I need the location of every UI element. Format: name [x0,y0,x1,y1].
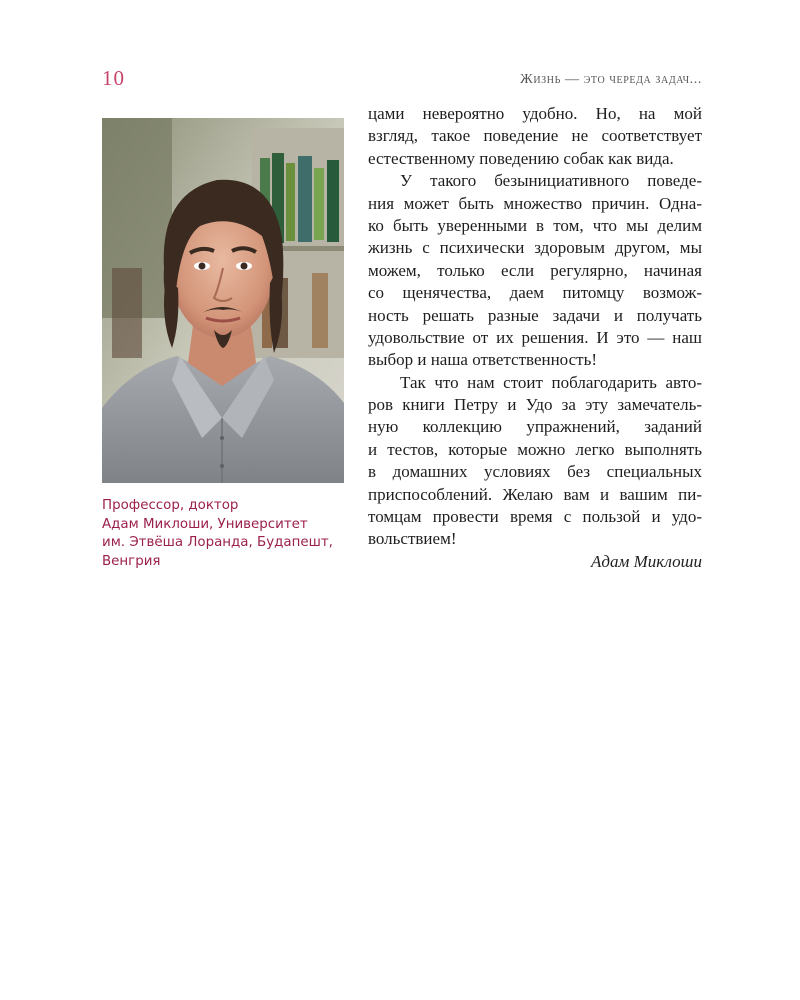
caption-line: им. Этвёша Лоранда, Будапешт, [102,535,333,550]
text-line: цами невероятно удобно. Но, на мой [368,104,702,123]
portrait-photo [102,118,344,483]
page-number: 10 [102,66,125,90]
text-line: и тестов, которые можно легко выполнять [368,439,702,459]
text-line: взгляд, такое поведение не соответствует [368,126,702,146]
text-line: ния может быть множество причин. Одна- [368,193,702,213]
text-line: приспособлений. Желаю вам и вашим пи- [368,484,702,504]
signature: Адам Миклоши [591,551,702,571]
text-line: У такого безынициативного поведе- [400,171,702,191]
text-line: ров книги Петру и Удо за эту замечатель- [368,395,702,415]
text-line: естественному поведению собак как вида. [368,148,674,168]
running-title [520,72,702,88]
caption-line: Венгрия [102,553,161,569]
text-line: ность решать разные задачи и получать [368,305,702,325]
text-line: удовольствие от их решения. И это — наш [368,327,702,347]
text-line: можем, только если регулярно, начиная [368,260,702,280]
text-line: ко быть уверенными в том, что мы делим [368,215,702,235]
text-line: со щенячества, даем питомцу возмож- [368,283,702,303]
text-line: вольствием! [368,529,457,549]
running-title-text: Жизнь — это череда задач... [520,72,702,87]
caption-line: Адам Миклоши, Университет [102,516,308,532]
text-line: Так что нам стоит поблагодарить авто- [400,372,702,392]
text-line: выбор и наша ответственность! [368,350,597,370]
photo-caption [102,497,352,571]
text-line: в домашних условиях без специальных [368,462,702,482]
text-line: жизнь с психически здоровым другом, мы [368,238,702,258]
body-text [368,103,702,575]
text-line: томцам провести время с пользой и удо- [368,507,702,527]
text-line: ную коллекцию упражнений, заданий [368,417,702,437]
caption-line: Профессор, доктор [102,498,239,513]
